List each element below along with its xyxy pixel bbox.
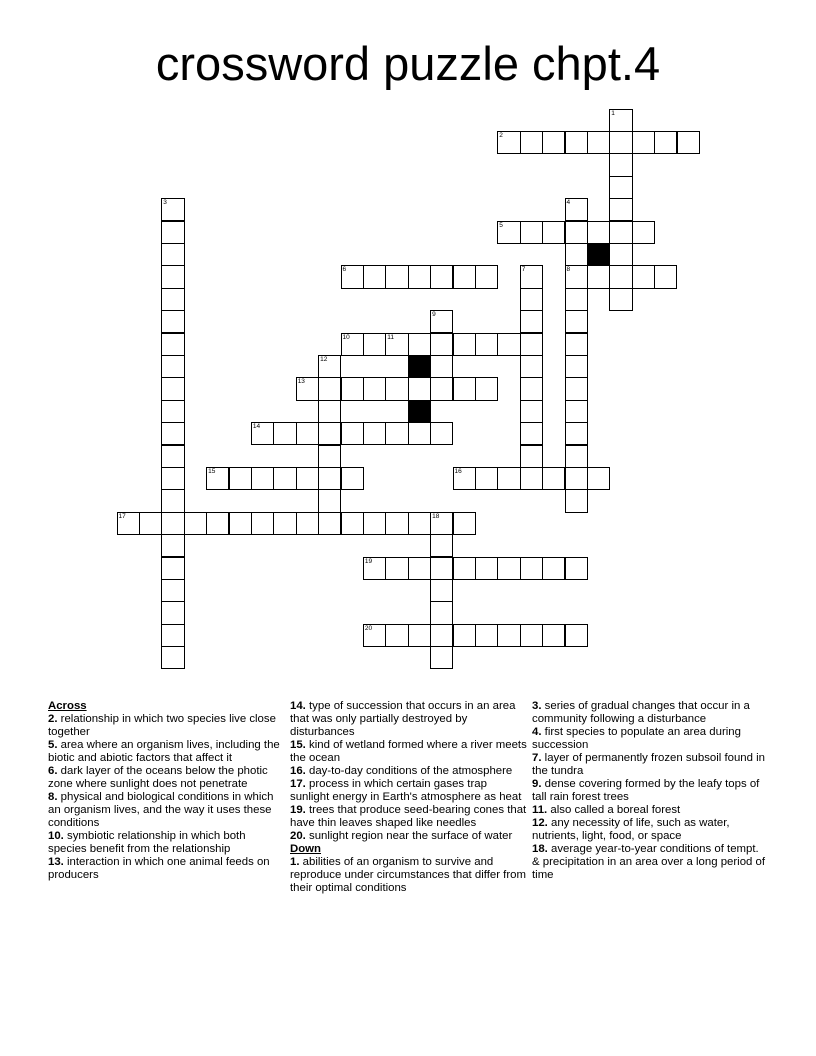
clue-text: any necessity of life, such as water, nutrients, light, food, or space xyxy=(532,817,730,842)
clue-number: 6. xyxy=(48,765,58,777)
grid-cell[interactable] xyxy=(385,377,408,400)
grid-cell[interactable] xyxy=(632,221,655,244)
grid-cell[interactable] xyxy=(520,221,543,244)
grid-cell[interactable] xyxy=(453,377,476,400)
grid-cell[interactable] xyxy=(161,198,184,221)
clue-number-label: 17 xyxy=(118,512,126,520)
grid-cell[interactable] xyxy=(654,265,677,288)
grid-cell[interactable] xyxy=(475,557,498,580)
across-clue xyxy=(48,739,284,765)
grid-cell[interactable] xyxy=(430,601,453,624)
clue-text: average year-to-year conditions of tempt. & precipitation in an area over a long period of time xyxy=(532,843,766,881)
clue-number-label: 15 xyxy=(208,467,216,475)
grid-cell[interactable] xyxy=(497,221,520,244)
grid-cell[interactable] xyxy=(251,422,274,445)
grid-cell[interactable] xyxy=(408,377,431,400)
grid-cell[interactable] xyxy=(161,221,184,244)
grid-cell[interactable] xyxy=(341,265,364,288)
grid-cell[interactable] xyxy=(408,422,431,445)
grid-cell[interactable] xyxy=(565,467,588,490)
clue-number-label: 11 xyxy=(387,333,395,341)
grid-cell[interactable] xyxy=(341,422,364,445)
clue-text: relationship in which two species live close together xyxy=(48,713,276,738)
clue-number: 10. xyxy=(48,830,64,842)
grid-cell[interactable] xyxy=(587,131,610,154)
clue-text: trees that produce seed-bearing cones that have thin leaves shaped like needles xyxy=(290,804,527,829)
clue-text: abilities of an organism to survive and reproduce under circumstances that differ from their optimal conditions xyxy=(290,856,526,894)
grid-cell[interactable] xyxy=(430,310,453,333)
grid-cell[interactable] xyxy=(497,624,520,647)
grid-cell[interactable] xyxy=(609,198,632,221)
clue-number-label: 19 xyxy=(364,557,373,565)
grid-cell[interactable] xyxy=(341,512,364,535)
grid-cell[interactable] xyxy=(565,422,588,445)
grid-cell[interactable] xyxy=(385,422,408,445)
grid-cell[interactable] xyxy=(161,288,184,311)
grid-cell[interactable] xyxy=(161,601,184,624)
grid-cell[interactable] xyxy=(565,624,588,647)
grid-cell[interactable] xyxy=(229,467,252,490)
clue-number-label: 3 xyxy=(163,199,167,207)
grid-cell[interactable] xyxy=(520,445,543,468)
clue-text: dense covering formed by the leafy tops of tall rain forest trees xyxy=(532,778,760,803)
clue-number-label: 16 xyxy=(454,467,462,475)
clue-number-label: 6 xyxy=(342,266,347,274)
clue-number-label: 14 xyxy=(252,423,261,431)
grid-cell[interactable] xyxy=(318,377,341,400)
grid-cell[interactable] xyxy=(542,467,565,490)
grid-cell[interactable] xyxy=(497,131,520,154)
grid-cell[interactable] xyxy=(542,624,565,647)
clue-number-label: 5 xyxy=(499,221,503,229)
grid-cell[interactable] xyxy=(632,265,655,288)
grid-cell[interactable] xyxy=(677,131,700,154)
down-heading: Down xyxy=(290,843,322,855)
clue-number: 11. xyxy=(532,804,548,816)
clue-number-label: 13 xyxy=(297,378,305,386)
grid-cell[interactable] xyxy=(161,445,184,468)
down-clue xyxy=(532,804,768,817)
grid-cell[interactable] xyxy=(117,512,140,535)
grid-cell[interactable] xyxy=(609,221,632,244)
clue-number: 13. xyxy=(48,856,64,868)
clue-number-label: 10 xyxy=(342,333,350,341)
grid-cell[interactable] xyxy=(542,557,565,580)
grid-cell[interactable] xyxy=(632,131,655,154)
grid-cell[interactable] xyxy=(318,445,341,468)
clue-text: sunlight region near the surface of water xyxy=(305,830,513,842)
grid-cell[interactable] xyxy=(609,288,632,311)
grid-cell[interactable] xyxy=(520,333,543,356)
clue-number: 8. xyxy=(48,791,58,803)
grid-cell[interactable] xyxy=(408,624,431,647)
clue-number: 20. xyxy=(290,830,306,842)
across-clue xyxy=(48,791,284,830)
clue-number: 9. xyxy=(532,778,542,790)
grid-cell[interactable] xyxy=(184,512,207,535)
grid-cell[interactable] xyxy=(430,579,453,602)
grid-cell[interactable] xyxy=(430,534,453,557)
grid-cell[interactable] xyxy=(609,153,632,176)
across-clue xyxy=(48,856,284,882)
grid-cell[interactable] xyxy=(520,557,543,580)
grid-cell[interactable] xyxy=(453,333,476,356)
grid-cell[interactable] xyxy=(363,265,386,288)
grid-cell[interactable] xyxy=(565,333,588,356)
grid-cell[interactable] xyxy=(565,355,588,378)
grid-cell[interactable] xyxy=(341,467,364,490)
grid-cell[interactable] xyxy=(453,557,476,580)
clue-text: series of gradual changes that occur in a community following a disturbance xyxy=(532,700,750,725)
grid-cell[interactable] xyxy=(565,445,588,468)
grid-cell[interactable] xyxy=(318,422,341,445)
grid-cell[interactable] xyxy=(161,310,184,333)
clue-number: 17. xyxy=(290,778,306,790)
grid-cell[interactable] xyxy=(609,243,632,266)
grid-cell[interactable] xyxy=(430,377,453,400)
grid-cell[interactable] xyxy=(453,624,476,647)
grid-cell[interactable] xyxy=(161,624,184,647)
grid-cell[interactable] xyxy=(565,310,588,333)
grid-cell[interactable] xyxy=(161,355,184,378)
grid-cell[interactable] xyxy=(341,333,364,356)
grid-cell[interactable] xyxy=(273,512,296,535)
down-clue xyxy=(290,856,528,895)
clue-text: symbiotic relationship in which both species benefit from the relationship xyxy=(48,830,246,855)
grid-cell[interactable] xyxy=(475,377,498,400)
grid-cell[interactable] xyxy=(161,333,184,356)
clue-number: 3. xyxy=(532,700,542,712)
across-clue xyxy=(290,765,528,778)
grid-cell[interactable] xyxy=(341,377,364,400)
clue-text: first species to populate an area during succession xyxy=(532,726,741,751)
grid-cell[interactable] xyxy=(318,512,341,535)
grid-cell[interactable] xyxy=(565,221,588,244)
grid-cell[interactable] xyxy=(385,624,408,647)
clue-number: 5. xyxy=(48,739,58,751)
across-heading: Across xyxy=(48,700,87,712)
grid-cell[interactable] xyxy=(565,489,588,512)
clue-text: type of succession that occurs in an area that was only partially destroyed by disturbances xyxy=(290,700,516,738)
across-clue xyxy=(48,765,284,791)
grid-cell[interactable] xyxy=(161,534,184,557)
grid-cell[interactable] xyxy=(520,377,543,400)
grid-cell[interactable] xyxy=(520,422,543,445)
black-square xyxy=(408,355,431,378)
grid-cell[interactable] xyxy=(251,512,274,535)
grid-cell[interactable] xyxy=(363,333,386,356)
grid-cell[interactable] xyxy=(565,243,588,266)
black-square xyxy=(587,243,610,266)
grid-cell[interactable] xyxy=(408,333,431,356)
grid-cell[interactable] xyxy=(430,265,453,288)
grid-cell[interactable] xyxy=(430,512,453,535)
grid-cell[interactable] xyxy=(430,355,453,378)
clue-number: 19. xyxy=(290,804,306,816)
grid-cell[interactable] xyxy=(363,377,386,400)
grid-cell[interactable] xyxy=(565,400,588,423)
grid-cell[interactable] xyxy=(161,579,184,602)
clue-text: also called a boreal forest xyxy=(547,804,681,816)
grid-cell[interactable] xyxy=(318,400,341,423)
grid-cell[interactable] xyxy=(408,265,431,288)
grid-cell[interactable] xyxy=(565,265,588,288)
across-clue xyxy=(290,830,528,843)
clues-column-1 xyxy=(48,700,284,882)
grid-cell[interactable] xyxy=(318,355,341,378)
grid-cell[interactable] xyxy=(520,265,543,288)
grid-cell[interactable] xyxy=(363,624,386,647)
clue-number-label: 18 xyxy=(432,512,440,520)
grid-cell[interactable] xyxy=(161,400,184,423)
grid-cell[interactable] xyxy=(385,333,408,356)
down-clue xyxy=(532,752,768,778)
grid-cell[interactable] xyxy=(520,467,543,490)
grid-cell[interactable] xyxy=(161,422,184,445)
down-clue xyxy=(532,700,768,726)
grid-cell[interactable] xyxy=(565,377,588,400)
clue-text: layer of permanently frozen subsoil found in the tundra xyxy=(532,752,766,777)
grid-cell[interactable] xyxy=(430,422,453,445)
clue-number-label: 12 xyxy=(320,355,328,363)
down-clue xyxy=(532,778,768,804)
grid-cell[interactable] xyxy=(385,512,408,535)
grid-cell[interactable] xyxy=(206,467,229,490)
clue-number: 4. xyxy=(532,726,542,738)
clue-text: physical and biological conditions in which an organism lives, and the way it uses these conditions xyxy=(48,791,274,829)
clue-number-label: 20 xyxy=(364,624,373,632)
puzzle-title: crossword puzzle chpt.4 xyxy=(155,37,661,90)
grid-cell[interactable] xyxy=(161,467,184,490)
across-clue xyxy=(290,778,528,804)
grid-cell[interactable] xyxy=(408,557,431,580)
grid-cell[interactable] xyxy=(139,512,162,535)
grid-cell[interactable] xyxy=(542,131,565,154)
clue-number: 14. xyxy=(290,700,306,712)
grid-cell[interactable] xyxy=(318,467,341,490)
grid-cell[interactable] xyxy=(609,131,632,154)
grid-cell[interactable] xyxy=(430,557,453,580)
clue-number-label: 9 xyxy=(432,311,436,319)
down-clue xyxy=(532,817,768,843)
grid-cell[interactable] xyxy=(296,422,319,445)
grid-cell[interactable] xyxy=(385,557,408,580)
grid-cell[interactable] xyxy=(363,512,386,535)
grid-cell[interactable] xyxy=(609,109,632,132)
grid-cell[interactable] xyxy=(475,265,498,288)
grid-cell[interactable] xyxy=(475,624,498,647)
grid-cell[interactable] xyxy=(565,557,588,580)
clue-number: 12. xyxy=(532,817,548,829)
down-clue xyxy=(532,726,768,752)
grid-cell[interactable] xyxy=(542,221,565,244)
across-clue xyxy=(290,700,528,739)
grid-cell[interactable] xyxy=(318,489,341,512)
clue-number-label: 4 xyxy=(566,199,571,207)
grid-cell[interactable] xyxy=(430,624,453,647)
grid-cell[interactable] xyxy=(161,265,184,288)
grid-cell[interactable] xyxy=(161,377,184,400)
grid-cell[interactable] xyxy=(161,512,184,535)
grid-cell[interactable] xyxy=(520,624,543,647)
grid-cell[interactable] xyxy=(565,198,588,221)
grid-cell[interactable] xyxy=(430,646,453,669)
grid-cell[interactable] xyxy=(475,333,498,356)
grid-cell[interactable] xyxy=(520,400,543,423)
clue-number: 18. xyxy=(532,843,548,855)
grid-cell[interactable] xyxy=(296,377,319,400)
grid-cell[interactable] xyxy=(161,243,184,266)
grid-cell[interactable] xyxy=(251,467,274,490)
grid-cell[interactable] xyxy=(587,265,610,288)
grid-cell[interactable] xyxy=(497,557,520,580)
grid-cell[interactable] xyxy=(430,333,453,356)
across-clue xyxy=(48,713,284,739)
grid-cell[interactable] xyxy=(363,422,386,445)
clue-number: 2. xyxy=(48,713,58,725)
grid-cell[interactable] xyxy=(497,467,520,490)
clue-number: 15. xyxy=(290,739,306,751)
grid-cell[interactable] xyxy=(497,333,520,356)
clue-text: process in which certain gases trap sunlight energy in Earth's atmosphere as heat xyxy=(290,778,522,803)
clue-text: day-to-day conditions of the atmosphere xyxy=(305,765,513,777)
grid-cell[interactable] xyxy=(408,512,431,535)
clue-number-label: 7 xyxy=(521,266,526,274)
grid-cell[interactable] xyxy=(654,131,677,154)
grid-cell[interactable] xyxy=(453,512,476,535)
clue-text: interaction in which one animal feeds on producers xyxy=(48,856,270,881)
grid-cell[interactable] xyxy=(520,288,543,311)
grid-cell[interactable] xyxy=(520,355,543,378)
across-clue xyxy=(48,830,284,856)
clue-number-label: 2 xyxy=(499,131,503,139)
grid-cell[interactable] xyxy=(587,221,610,244)
grid-cell[interactable] xyxy=(273,467,296,490)
grid-cell[interactable] xyxy=(609,176,632,199)
grid-cell[interactable] xyxy=(161,489,184,512)
across-clue xyxy=(290,804,528,830)
grid-cell[interactable] xyxy=(161,646,184,669)
grid-cell[interactable] xyxy=(609,265,632,288)
grid-cell[interactable] xyxy=(587,467,610,490)
grid-cell[interactable] xyxy=(363,557,386,580)
grid-cell[interactable] xyxy=(296,512,319,535)
grid-cell[interactable] xyxy=(520,310,543,333)
clue-text: kind of wetland formed where a river meets the ocean xyxy=(290,739,527,764)
grid-cell[interactable] xyxy=(229,512,252,535)
grid-cell[interactable] xyxy=(296,467,319,490)
grid-cell[interactable] xyxy=(206,512,229,535)
grid-cell[interactable] xyxy=(273,422,296,445)
down-clue xyxy=(532,843,768,882)
grid-cell[interactable] xyxy=(520,131,543,154)
grid-cell[interactable] xyxy=(565,288,588,311)
clue-number: 7. xyxy=(532,752,542,764)
clues-column-2 xyxy=(290,700,528,895)
grid-cell[interactable] xyxy=(385,265,408,288)
across-clue xyxy=(290,739,528,765)
clue-number: 1. xyxy=(290,856,300,868)
grid-cell[interactable] xyxy=(475,467,498,490)
clue-number-label: 1 xyxy=(611,109,615,117)
grid-cell[interactable] xyxy=(161,557,184,580)
grid-cell[interactable] xyxy=(453,467,476,490)
clues-column-3 xyxy=(532,700,768,882)
clue-number-label: 8 xyxy=(566,266,571,274)
clue-number: 16. xyxy=(290,765,306,777)
clue-text: dark layer of the oceans below the photic zone where sunlight does not penetrate xyxy=(48,765,268,790)
black-square xyxy=(408,400,431,423)
clue-text: area where an organism lives, including the biotic and abiotic factors that affect it xyxy=(48,739,280,764)
grid-cell[interactable] xyxy=(453,265,476,288)
grid-cell[interactable] xyxy=(565,131,588,154)
